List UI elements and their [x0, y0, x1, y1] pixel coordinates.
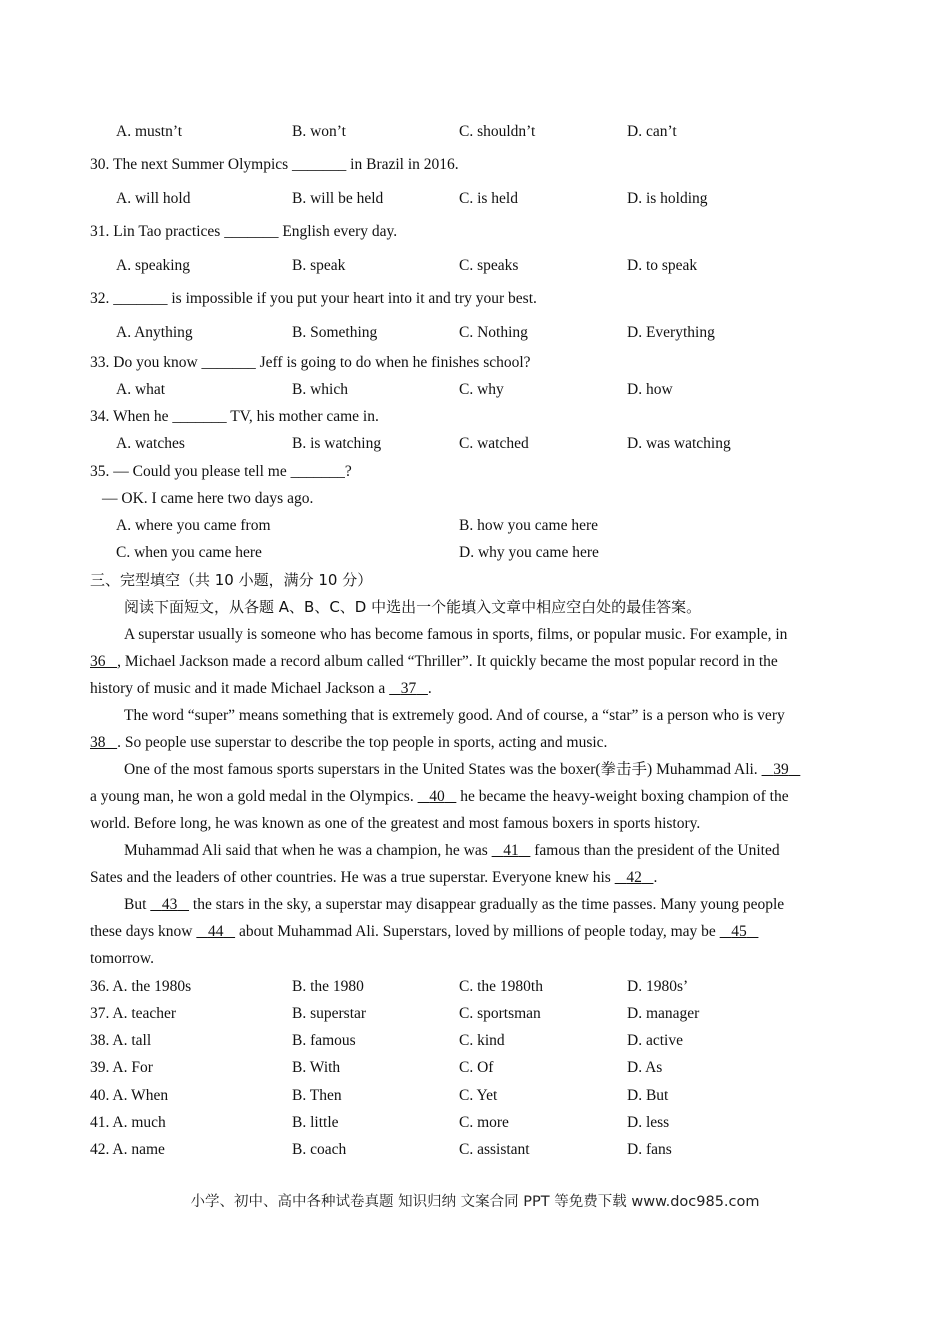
question-stem	[0, 154, 950, 176]
q33-options	[0, 379, 950, 401]
option-c: C. watched	[459, 435, 529, 452]
option-b: B. which	[292, 381, 348, 398]
passage-line	[90, 756, 859, 783]
option-a: A. mustn’t	[116, 123, 183, 140]
passage-line	[90, 783, 859, 810]
text: world. Before long, he was known as one of the greatest and most famous boxers in sports history.	[90, 815, 701, 832]
text: .	[653, 869, 658, 886]
q35-options-row1	[0, 515, 950, 537]
text: these days know	[90, 923, 193, 940]
text: about Muhammad Ali. Superstars, loved by millions of people today, may be	[238, 923, 716, 940]
option-b: B. will be held	[292, 190, 384, 207]
cloze-options-row	[0, 1003, 950, 1025]
blank-38: 38	[90, 734, 106, 751]
option-a: 41. A. much	[90, 1114, 166, 1131]
cloze-options-row	[0, 1057, 950, 1079]
cloze-options-row	[0, 1030, 950, 1052]
option-a: 36. A. the 1980s	[90, 978, 192, 995]
option-b: B. coach	[292, 1141, 347, 1158]
instruction-text: 阅读下面短文，从各题 A、B、C、D 中选出一个能填入文章中相应空白处的最佳答案。	[124, 598, 702, 616]
page-footer: 小学、初中、高中各种试卷真题 知识归纳 文案合同 PPT 等免费下载 www.doc985.com	[190, 1194, 760, 1210]
question-stem	[0, 461, 950, 483]
question-stem	[0, 352, 950, 374]
option-b: B. superstar	[292, 1005, 367, 1022]
question-stem	[0, 221, 950, 243]
text: famous than the president of the United	[534, 842, 780, 859]
text: a young man, he won a gold medal in the Olympics.	[90, 788, 414, 805]
option-c: C. sportsman	[459, 1005, 541, 1022]
passage-line	[90, 810, 859, 837]
option-b: B. how you came here	[459, 517, 599, 534]
q35-options-row2	[0, 542, 950, 564]
passage-line	[90, 648, 859, 675]
text: A superstar usually is someone who has become famous in sports, films, or popular music. For example, in	[124, 626, 788, 643]
q34-options	[0, 433, 950, 455]
option-b: B. speak	[292, 257, 346, 274]
option-d: D. manager	[627, 1005, 700, 1022]
option-d: D. less	[627, 1114, 670, 1131]
blank-40: 40	[429, 788, 445, 805]
text: Sates and the leaders of other countries. He was a true superstar. Everyone knew his	[90, 869, 611, 886]
option-a: 37. A. teacher	[90, 1005, 177, 1022]
blank-42: 42	[626, 869, 642, 886]
option-d: D. why you came here	[459, 544, 599, 561]
q30-options	[0, 188, 950, 210]
option-d: D. As	[627, 1059, 663, 1076]
blank-44: 44	[207, 923, 224, 940]
option-a: A. speaking	[116, 257, 191, 274]
text: the stars in the sky, a superstar may disappear gradually as the time passes. Many young people	[192, 896, 785, 913]
option-a: A. where you came from	[116, 517, 271, 534]
q32-stem: 32. _______ is impossible if you put your heart into it and try your best.	[90, 290, 537, 307]
text: One of the most famous sports superstars in the United States was the boxer(拳击手) Muhammad Ali.	[124, 761, 758, 778]
option-a: 38. A. tall	[90, 1032, 152, 1049]
question-stem	[0, 406, 950, 428]
option-d: D. is holding	[627, 190, 708, 207]
passage-line	[90, 837, 859, 864]
option-c: C. the 1980th	[459, 978, 543, 995]
option-d: D. to speak	[627, 257, 698, 274]
option-b: B. With	[292, 1059, 341, 1076]
q30-stem: 30. The next Summer Olympics _______ in Brazil in 2016.	[90, 156, 459, 173]
option-c: C. Nothing	[459, 324, 528, 341]
option-b: B. won’t	[292, 123, 346, 140]
q34-stem: 34. When he _______ TV, his mother came in.	[90, 408, 379, 425]
passage-line	[90, 729, 859, 756]
option-a: A. watches	[116, 435, 185, 452]
text: .	[427, 680, 432, 697]
blank-37: 37	[400, 680, 417, 697]
option-d: D. fans	[627, 1141, 672, 1158]
section-instruction	[0, 596, 950, 618]
option-c: C. Yet	[459, 1087, 498, 1104]
option-d: D. active	[627, 1032, 683, 1049]
option-a: A. what	[116, 381, 166, 398]
option-b: B. little	[292, 1114, 339, 1131]
q31-stem: 31. Lin Tao practices _______ English every day.	[90, 223, 398, 240]
option-b: B. the 1980	[292, 978, 364, 995]
text: . So people use superstar to describe the top people in sports, acting and music.	[117, 734, 608, 751]
blank-39: 39	[773, 761, 789, 778]
text: But	[124, 896, 147, 913]
cloze-options-row	[0, 976, 950, 998]
option-c: C. why	[459, 381, 504, 398]
passage-line	[90, 945, 859, 972]
passage-line	[90, 918, 859, 945]
option-a: A. Anything	[116, 324, 193, 341]
option-c: C. when you came here	[116, 544, 262, 561]
option-d: D. can’t	[627, 123, 677, 140]
option-b: B. Something	[292, 324, 378, 341]
blank-43: 43	[161, 896, 178, 913]
blank-45: 45	[731, 923, 747, 940]
q33-stem: 33. Do you know _______ Jeff is going to do when he finishes school?	[90, 354, 531, 371]
cloze-options-row	[0, 1112, 950, 1134]
passage	[90, 621, 859, 972]
option-d: D. 1980s’	[627, 978, 689, 995]
q31-options	[0, 255, 950, 277]
text: history of music and it made Michael Jackson a	[90, 680, 386, 697]
passage-line	[90, 675, 859, 702]
text: he became the heavy-weight boxing champion of the	[460, 788, 789, 805]
option-b: B. is watching	[292, 435, 382, 452]
q29-options	[0, 121, 950, 143]
text: The word “super” means something that is extremely good. And of course, a “star” is a person who is very	[124, 707, 785, 724]
option-d: D. how	[627, 381, 673, 398]
passage-line	[90, 702, 859, 729]
q35-stem: 35. — Could you please tell me _______?	[90, 463, 352, 480]
text: tomorrow.	[90, 950, 154, 967]
blank-41: 41	[503, 842, 519, 859]
section-heading	[0, 569, 950, 591]
option-c: C. kind	[459, 1032, 505, 1049]
blank-36: 36	[90, 653, 106, 670]
option-a: 40. A. When	[90, 1087, 169, 1104]
option-c: C. assistant	[459, 1141, 530, 1158]
option-a: 42. A. name	[90, 1141, 165, 1158]
q35-reply: — OK. I came here two days ago.	[102, 490, 314, 507]
option-d: D. was watching	[627, 435, 731, 452]
option-d: D. Everything	[627, 324, 715, 341]
option-c: C. shouldn’t	[459, 123, 536, 140]
option-c: C. more	[459, 1114, 509, 1131]
option-c: C. Of	[459, 1059, 494, 1076]
option-b: B. famous	[292, 1032, 356, 1049]
option-a: A. will hold	[116, 190, 191, 207]
passage-line	[90, 621, 859, 648]
option-d: D. But	[627, 1087, 669, 1104]
question-reply	[0, 488, 950, 510]
option-c: C. speaks	[459, 257, 519, 274]
cloze-options-row	[0, 1085, 950, 1107]
section-title: 三、完型填空（共 10 小题，满分 10 分）	[90, 571, 373, 589]
passage-line	[90, 891, 859, 918]
text: Muhammad Ali said that when he was a champion, he was	[124, 842, 488, 859]
cloze-options-row	[0, 1139, 950, 1161]
text: , Michael Jackson made a record album called “Thriller”. It quickly became the most popular record in the	[117, 653, 778, 670]
passage-line	[90, 864, 859, 891]
option-c: C. is held	[459, 190, 518, 207]
option-a: 39. A. For	[90, 1059, 153, 1076]
option-b: B. Then	[292, 1087, 342, 1104]
q32-options	[0, 322, 950, 344]
question-stem	[0, 288, 950, 310]
